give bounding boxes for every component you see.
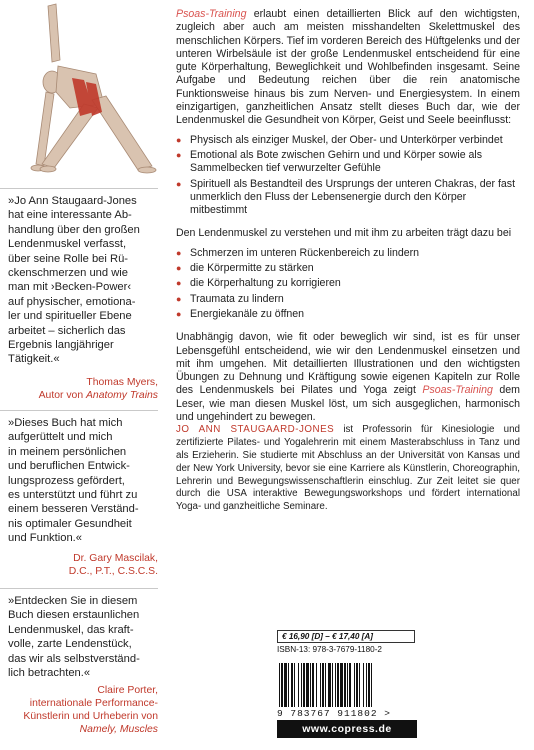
attribution-role: internationale Performance-: [29, 698, 158, 709]
attribution-role: Künstlerin und Urheberin von: [23, 711, 158, 722]
barcode-bar: [325, 663, 326, 707]
barcode-bar: [303, 663, 305, 707]
intro-paragraph: [176, 8, 520, 128]
quote-line: nis optimaler Gesundheit: [8, 517, 132, 530]
quote-line: ler und spiritueller Ebene: [8, 310, 132, 323]
quote-line: handlung über den großen: [8, 223, 140, 236]
list-item: ● Physisch als einziger Muskel, der Ober- und Unterkörper verbindet: [176, 134, 520, 147]
attribution-name: Dr. Gary Mascilak,: [73, 553, 158, 564]
testimonial-attribution: [8, 552, 158, 578]
barcode-bar: [359, 663, 360, 707]
quote-line: ckenschmerzen und wie: [8, 267, 129, 280]
barcode-bar: [366, 663, 367, 707]
author-name: JO ANN STAUGAARD-JONES: [176, 424, 335, 436]
barcode-bar: [335, 663, 336, 707]
barcode-bar: [298, 663, 299, 707]
paragraph-text: dem Leser, wie man diesen Muskel löst, um sich ausgeglichen, harmonisch und ungehindert zu bewegen.: [176, 384, 520, 424]
quote-line: und beruflichen Entwick-: [8, 460, 130, 473]
quote-line: in meinem persönlichen: [8, 445, 127, 458]
barcode-bar: [316, 663, 317, 707]
quote-line: »Dieses Buch hat mich: [8, 417, 123, 429]
attribution-role: D.C., P.T., C.S.C.S.: [68, 566, 158, 577]
barcode-bar: [322, 663, 324, 707]
barcode-bar: [349, 663, 351, 707]
quote-line: Ergebnis langjähriger: [8, 339, 114, 352]
barcode-bar: [347, 663, 348, 707]
quote-line: »Jo Ann Staugaard-Jones: [8, 195, 137, 207]
book-title-mention: Psoas-Training: [422, 384, 493, 397]
author-bio: [176, 424, 520, 514]
list-item: ● Emotional als Bote zwischen Gehirn und und Körper sowie als Sammelbecken tief verwurzelter Gefühle: [176, 149, 520, 176]
blurb-column: [176, 8, 520, 514]
barcode-bar: [344, 663, 346, 707]
barcode-bar: [279, 663, 280, 707]
barcode-bar: [328, 663, 331, 707]
quote-line: über seine Rolle bei Rü-: [8, 252, 129, 265]
barcode-bar: [320, 663, 321, 707]
testimonial-attribution: [8, 684, 158, 736]
barcode-bar: [306, 663, 309, 707]
barcode-bar: [301, 663, 302, 707]
quote-line: es unterstützt und führt zu: [8, 489, 138, 502]
barcode-bar: [371, 663, 372, 707]
isbn-barcode: [277, 663, 415, 707]
list-item: ● die Körpermitte zu stärken: [176, 262, 520, 275]
attribution-name: Thomas Myers,: [86, 377, 158, 388]
barcode-bar: [363, 663, 364, 707]
quote-line: volle, zarte Lendenstück,: [8, 638, 132, 651]
price-label: € 16,90 [D] – € 17,40 [A]: [277, 630, 415, 643]
list-item: ● die Körperhaltung zu korrigieren: [176, 277, 520, 290]
quote-line: lich betrachten.«: [8, 667, 91, 680]
quote-line: Buch diesen erstaunlichen: [8, 609, 140, 622]
quote-line: arbeitet – sicherlich das: [8, 324, 126, 337]
bullet-list: [176, 247, 520, 321]
barcode-bar: [294, 663, 295, 707]
attribution-role: [8, 389, 158, 402]
barcode-bar: [312, 663, 314, 707]
barcode-bar: [332, 663, 333, 707]
quote-line: Lendenmuskel verfasst,: [8, 238, 127, 251]
paragraph-text: Unabhängig davon, wie fit oder beweglich wir sind, ist es für unser Lebensgefühl entscheidend, wie wir den Lendenmuskel einsetzen und mit ihm umgehen. Mit detaillierten Illustrationen und den wichtigsten Übungen zu Dehnung und Kräftigung sowie eigenen Kapiteln zur Rolle des Lendenmuskels bei Pilates und Yoga zeigt: [176, 331, 520, 397]
paragraph: Den Lendenmuskel zu verstehen und mit ihm zu arbeiten trägt dazu bei: [176, 227, 512, 240]
list-item: ● Schmerzen im unteren Rückenbereich zu lindern: [176, 247, 520, 260]
price-box: [277, 630, 415, 654]
publisher-url: www.copress.de: [277, 720, 417, 738]
quote-line: lungsprozess gefördert,: [8, 474, 125, 487]
quote-line: aufgerüttelt und mich: [8, 431, 113, 444]
quote-line: auf physischer, emotiona-: [8, 295, 136, 308]
barcode-bar: [281, 663, 283, 707]
quote-line: und Funktion.«: [8, 532, 83, 545]
barcode-bar: [288, 663, 289, 707]
testimonial-attribution: [8, 376, 158, 402]
attribution-book-title: Namely, Muscles: [79, 724, 158, 735]
barcode-bar: [310, 663, 311, 707]
attribution-role-text: Autor von: [38, 390, 86, 401]
intro-text: erlaubt einen detaillierten Blick auf den wichtigsten, zugleich aber auch am meisten misshandelten Skelettmuskel des menschlichen Körpers. Tief im vorderen Bereich des Hüftgelenks und der unteren Wirbelsäule ist der große Lendenmuskel entscheidend für eine gute Körperhaltung, Beweglichkeit und Wohlbefinden insgesamt. Seine Aufgabe und Bedeutung reichen über die rein anatomische Funktionsweise hinaus bis zum Nerven- und Energiesystem. In einem einzigartigen, ganzheitlichen Ansatz stellt dieses Buch dar, wie der Lendenmuskel die Gesundheit von Körper, Geist und Seele beeinflusst:: [176, 8, 520, 127]
paragraph: [176, 331, 520, 424]
divider: [0, 410, 158, 411]
quote-line: man mit ›Becken-Power‹: [8, 281, 132, 294]
list-item: ● Energiekanäle zu öffnen: [176, 308, 520, 321]
list-item: ● Spirituell als Bestandteil des Ursprungs der unteren Chakras, der fast unmerklich den Fluss der Lebensenergie durch den Körper mitbestimmt: [176, 178, 520, 218]
barcode-bar: [284, 663, 287, 707]
attribution-name: Claire Porter,: [97, 685, 158, 696]
testimonials-sidebar: [0, 0, 165, 750]
yoga-pose-illustration: [0, 0, 165, 178]
quote-line: Tätigkeit.«: [8, 353, 60, 366]
book-title-mention: Psoas-Training: [176, 8, 247, 20]
testimonial-quote: [8, 194, 158, 367]
barcode-bar: [291, 663, 293, 707]
quote-line: das wir als selbstverständ-: [8, 652, 140, 665]
attribution-book: [8, 723, 158, 736]
bullet-list: [176, 134, 520, 218]
barcode-bar: [368, 663, 370, 707]
barcode-bar: [354, 663, 355, 707]
quote-line: einem besseren Verständ-: [8, 503, 139, 516]
isbn-label: ISBN-13: 978-3-7679-1180-2: [277, 645, 382, 654]
divider: [0, 188, 158, 189]
divider: [0, 588, 158, 589]
quote-line: hat eine interessante Ab-: [8, 209, 132, 222]
testimonial-quote: [8, 416, 158, 546]
list-item: ● Traumata zu lindern: [176, 293, 520, 306]
author-bio-text: ist Professorin für Kinesiologie und zertifizierte Pilates- und Yogalehrerin mit einem Masterabschluss in Tanz und als Erzieherin. Sie studierte mit Abschluss an der Universität von Kansas und der New York University, bevor sie eine Karriere als Künstlerin, Choreographin, Lehrerin und Bewegungswissenschaftlerin einschlug. Zur Zeit leitet sie quer durch die USA interaktive Bewegungsworkshops und fördert international Yoga- und ganzheitliche Seminare.: [176, 424, 520, 513]
barcode-bar: [356, 663, 358, 707]
barcode-number: 9 783767 911802 >: [277, 708, 391, 719]
testimonial-quote: [8, 594, 158, 680]
quote-line: Lendenmuskel, das kraft-: [8, 623, 134, 636]
barcode-bar: [337, 663, 339, 707]
quote-line: »Entdecken Sie in diesem: [8, 595, 138, 607]
attribution-book: Anatomy Trains: [86, 390, 158, 401]
barcode-bar: [340, 663, 343, 707]
